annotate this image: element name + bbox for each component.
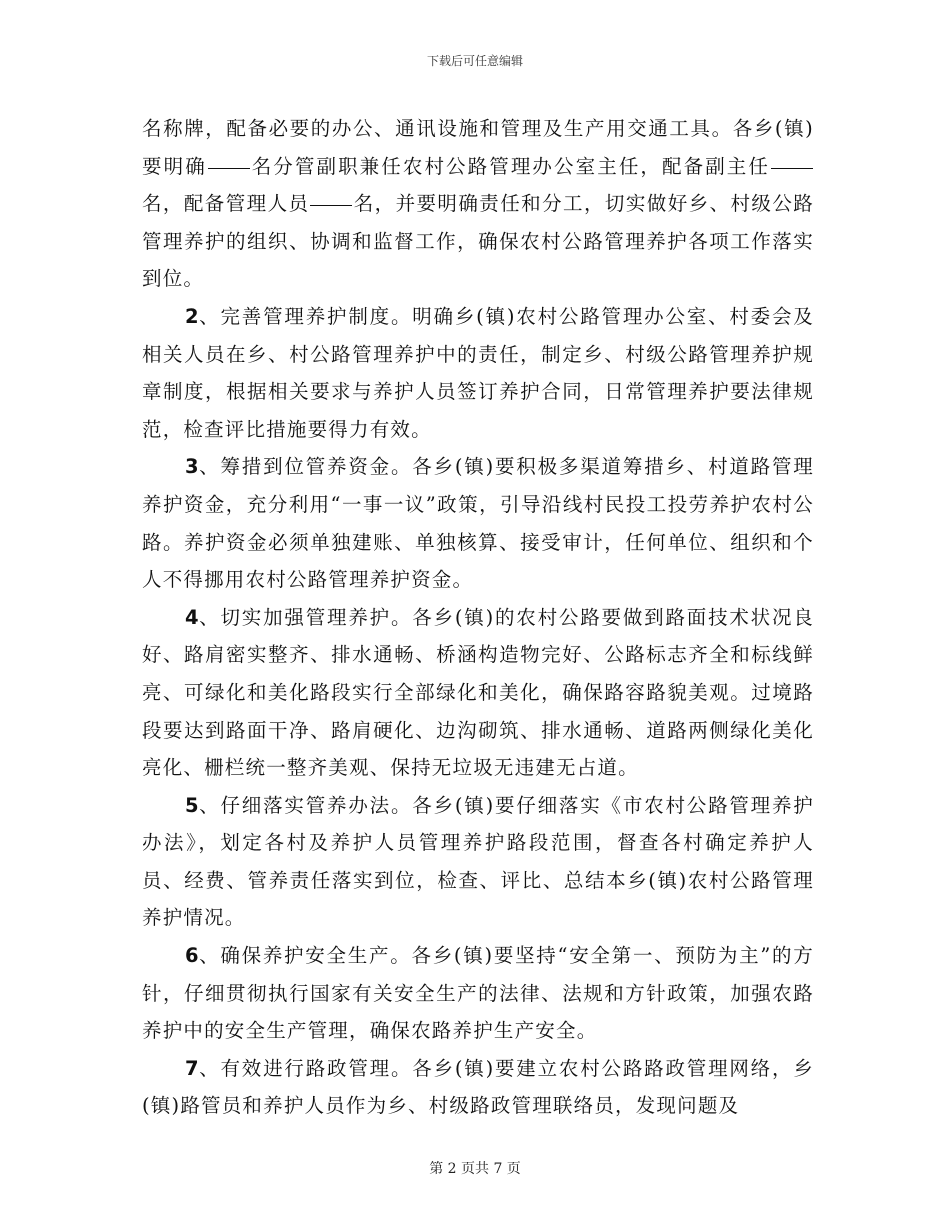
paragraph-text: 、完善管理养护制度。明确乡(镇)农村公路管理办公室、村委会及相关人员在乡、村公路管理养护中的责任，制定乡、村级公路管理养护规章制度，根据相关要求与养护人员签订养护合同，日常管理养护要法律规范，检查评比措施要得力有效。 xyxy=(142,304,814,441)
item-number: 7 xyxy=(185,1056,199,1080)
paragraph-text: 名，并要明确责任和分工，切实做好乡、村级公路管理养护的组织、协调和监督工作，确保农村公路管理养护各项工作落实到位。 xyxy=(142,192,814,291)
item-number: 6 xyxy=(185,944,199,968)
fill-in-blank xyxy=(310,204,352,206)
item-number: 5 xyxy=(185,793,199,817)
fill-in-blank xyxy=(771,167,813,169)
page-header-note: 下载后可任意编辑 xyxy=(426,54,523,68)
document-body xyxy=(142,110,814,1125)
item-number: 2 xyxy=(185,304,199,328)
paragraph-text: 名分管副职兼任农村公路管理办公室主任，配备副主任 xyxy=(250,154,770,178)
paragraph-text: 、有效进行路政管理。各乡(镇)要建立农村公路路政管理网络，乡(镇)路管员和养护人员作为乡、村级路政管理联络员，发现问题及 xyxy=(142,1056,814,1118)
item-number: 4 xyxy=(185,605,199,629)
paragraph-text: 名称牌，配备必要的办公、通讯设施和管理及生产用交通工具。各乡(镇)要明确 xyxy=(142,117,814,178)
paragraph-text: 、仔细落实管养办法。各乡(镇)要仔细落实《市农村公路管理养护办法》，划定各村及养护人员管理养护路段范围，督查各村确定养护人员、经费、管养责任落实到位，检查、评比、总结本乡(镇)农村公路管理养护情况。 xyxy=(142,793,814,930)
paragraph-text: 、切实加强管理养护。各乡(镇)的农村公路要做到路面技术状况良好、路肩密实整齐、排水通畅、桥涵构造物完好、公路标志齐全和标线鲜亮、可绿化和美化路段实行全部绿化和美化，确保路容路貌美观。过境路段要达到路面干净、路肩硬化、边沟砌筑、排水通畅、道路两侧绿化美化亮化、栅栏统一整齐美观、保持无垃圾无违建无占道。 xyxy=(142,605,814,780)
paragraph-continued xyxy=(142,110,814,298)
page-number-footer: 第 2 页共 7 页 xyxy=(429,1161,521,1177)
fill-in-blank xyxy=(208,167,250,169)
paragraph-text: 名，配备管理人员 xyxy=(142,192,310,216)
paragraph-text: 、筹措到位管养资金。各乡(镇)要积极多渠道筹措乡、村道路管理养护资金，充分利用“一事一议”政策，引导沿线村民投工投劳养护农村公路。养护资金必须单独建账、单独核算、接受审计，任何单位、组织和个人不得挪用农村公路管理养护资金。 xyxy=(142,455,814,592)
paragraph-item-7 xyxy=(142,1050,814,1125)
paragraph-item-3 xyxy=(142,448,814,598)
item-number: 3 xyxy=(185,455,199,479)
paragraph-text: 、确保养护安全生产。各乡(镇)要坚持“安全第一、预防为主”的方针，仔细贯彻执行国家有关安全生产的法律、法规和方针政策，加强农路养护中的安全生产管理，确保农路养护生产安全。 xyxy=(142,944,814,1043)
paragraph-item-6 xyxy=(142,937,814,1050)
paragraph-item-4 xyxy=(142,599,814,787)
paragraph-item-5 xyxy=(142,787,814,937)
paragraph-item-2 xyxy=(142,298,814,448)
